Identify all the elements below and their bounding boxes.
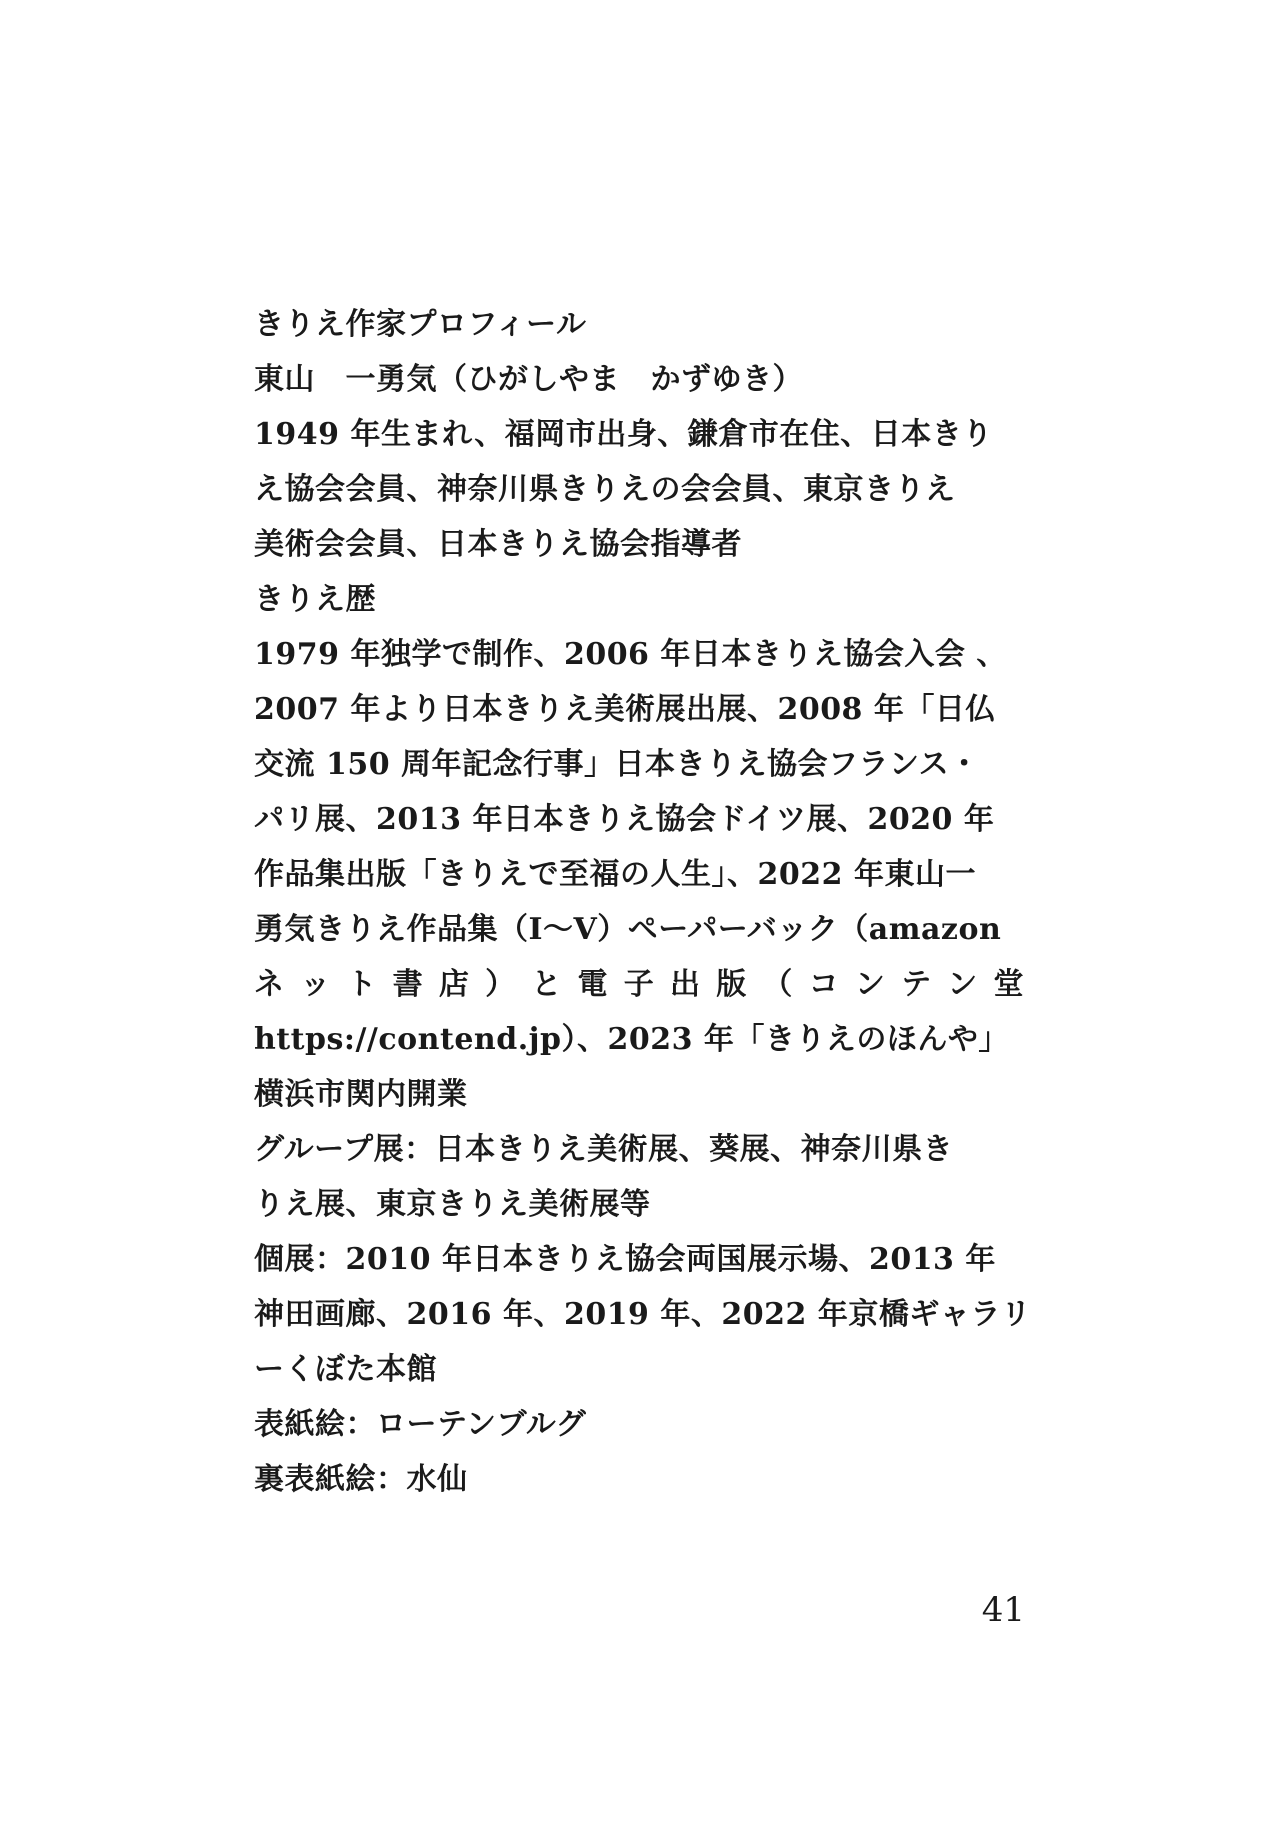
bio-line: え協会会員、神奈川県きりえの会会員、東京きりえ [254,472,956,507]
history-line: 1979 年独学で制作、2006 年日本きりえ協会入会 、 [254,637,1007,672]
justified-char: ン [947,967,978,1002]
justified-char: 版 [716,967,747,1002]
solo-exhibition-line: ーくぼた本館 [254,1352,437,1387]
justified-char: 書 [392,967,424,1002]
justified-char: コ [808,967,840,1002]
history-line: 作品集出版「きりえで至福の人生」、2022 年東山一 [254,857,976,892]
justified-char: ン [854,967,886,1002]
profile-text-block [254,297,1032,1507]
justified-char: 子 [623,967,655,1002]
history-line: 勇気きりえ作品集（Ⅰ～Ⅴ）ペーパーバック（amazon [254,912,1002,947]
history-line-justified [254,957,1024,1012]
profile-heading: きりえ作家プロフィール [254,307,587,342]
artist-name: 東山 一勇気（ひがしやま かずゆき） [254,362,803,397]
history-line: https://contend.jp）、2023 年「きりえのほんや」 [254,1022,1009,1057]
justified-char: と [531,967,562,1002]
history-line: 2007 年より日本きりえ美術展出展、2008 年「日仏 [254,692,996,727]
history-line: 横浜市関内開業 [254,1077,468,1112]
cover-art-line: 表紙絵：ローテンブルグ [254,1407,587,1442]
justified-char: テ [901,967,932,1002]
justified-char: 出 [669,967,701,1002]
bio-line: 1949 年生まれ、福岡市出身、鎌倉市在住、日本きり [254,417,993,452]
group-exhibition-line: りえ展、東京きりえ美術展等 [254,1187,651,1222]
back-cover-art-line: 裏表紙絵：水仙 [254,1462,468,1497]
page-number: 41 [981,1590,1025,1630]
history-line: パリ展、2013 年日本きりえ協会ドイツ展、2020 年 [254,802,995,837]
bio-line: 美術会会員、日本きりえ協会指導者 [254,527,742,562]
history-heading: きりえ歴 [254,582,376,617]
justified-char: ネ [254,967,285,1002]
history-line: 交流 150 周年記念行事」日本きりえ協会フランス・ [254,747,980,782]
justified-char: 堂 [993,967,1024,1002]
justified-char: ッ [300,967,331,1002]
group-exhibition-line: グループ展：日本きりえ美術展、葵展、神奈川県き [254,1132,954,1167]
solo-exhibition-line: 個展：2010 年日本きりえ協会両国展示場、2013 年 [254,1242,996,1277]
solo-exhibition-line: 神田画廊、2016 年、2019 年、2022 年京橋ギャラリ [254,1297,1032,1332]
justified-char: （ [762,967,793,1002]
justified-char: 店 [438,967,470,1002]
justified-char: ） [485,967,516,1002]
justified-char: 電 [577,967,609,1002]
justified-char: ト [346,967,377,1002]
